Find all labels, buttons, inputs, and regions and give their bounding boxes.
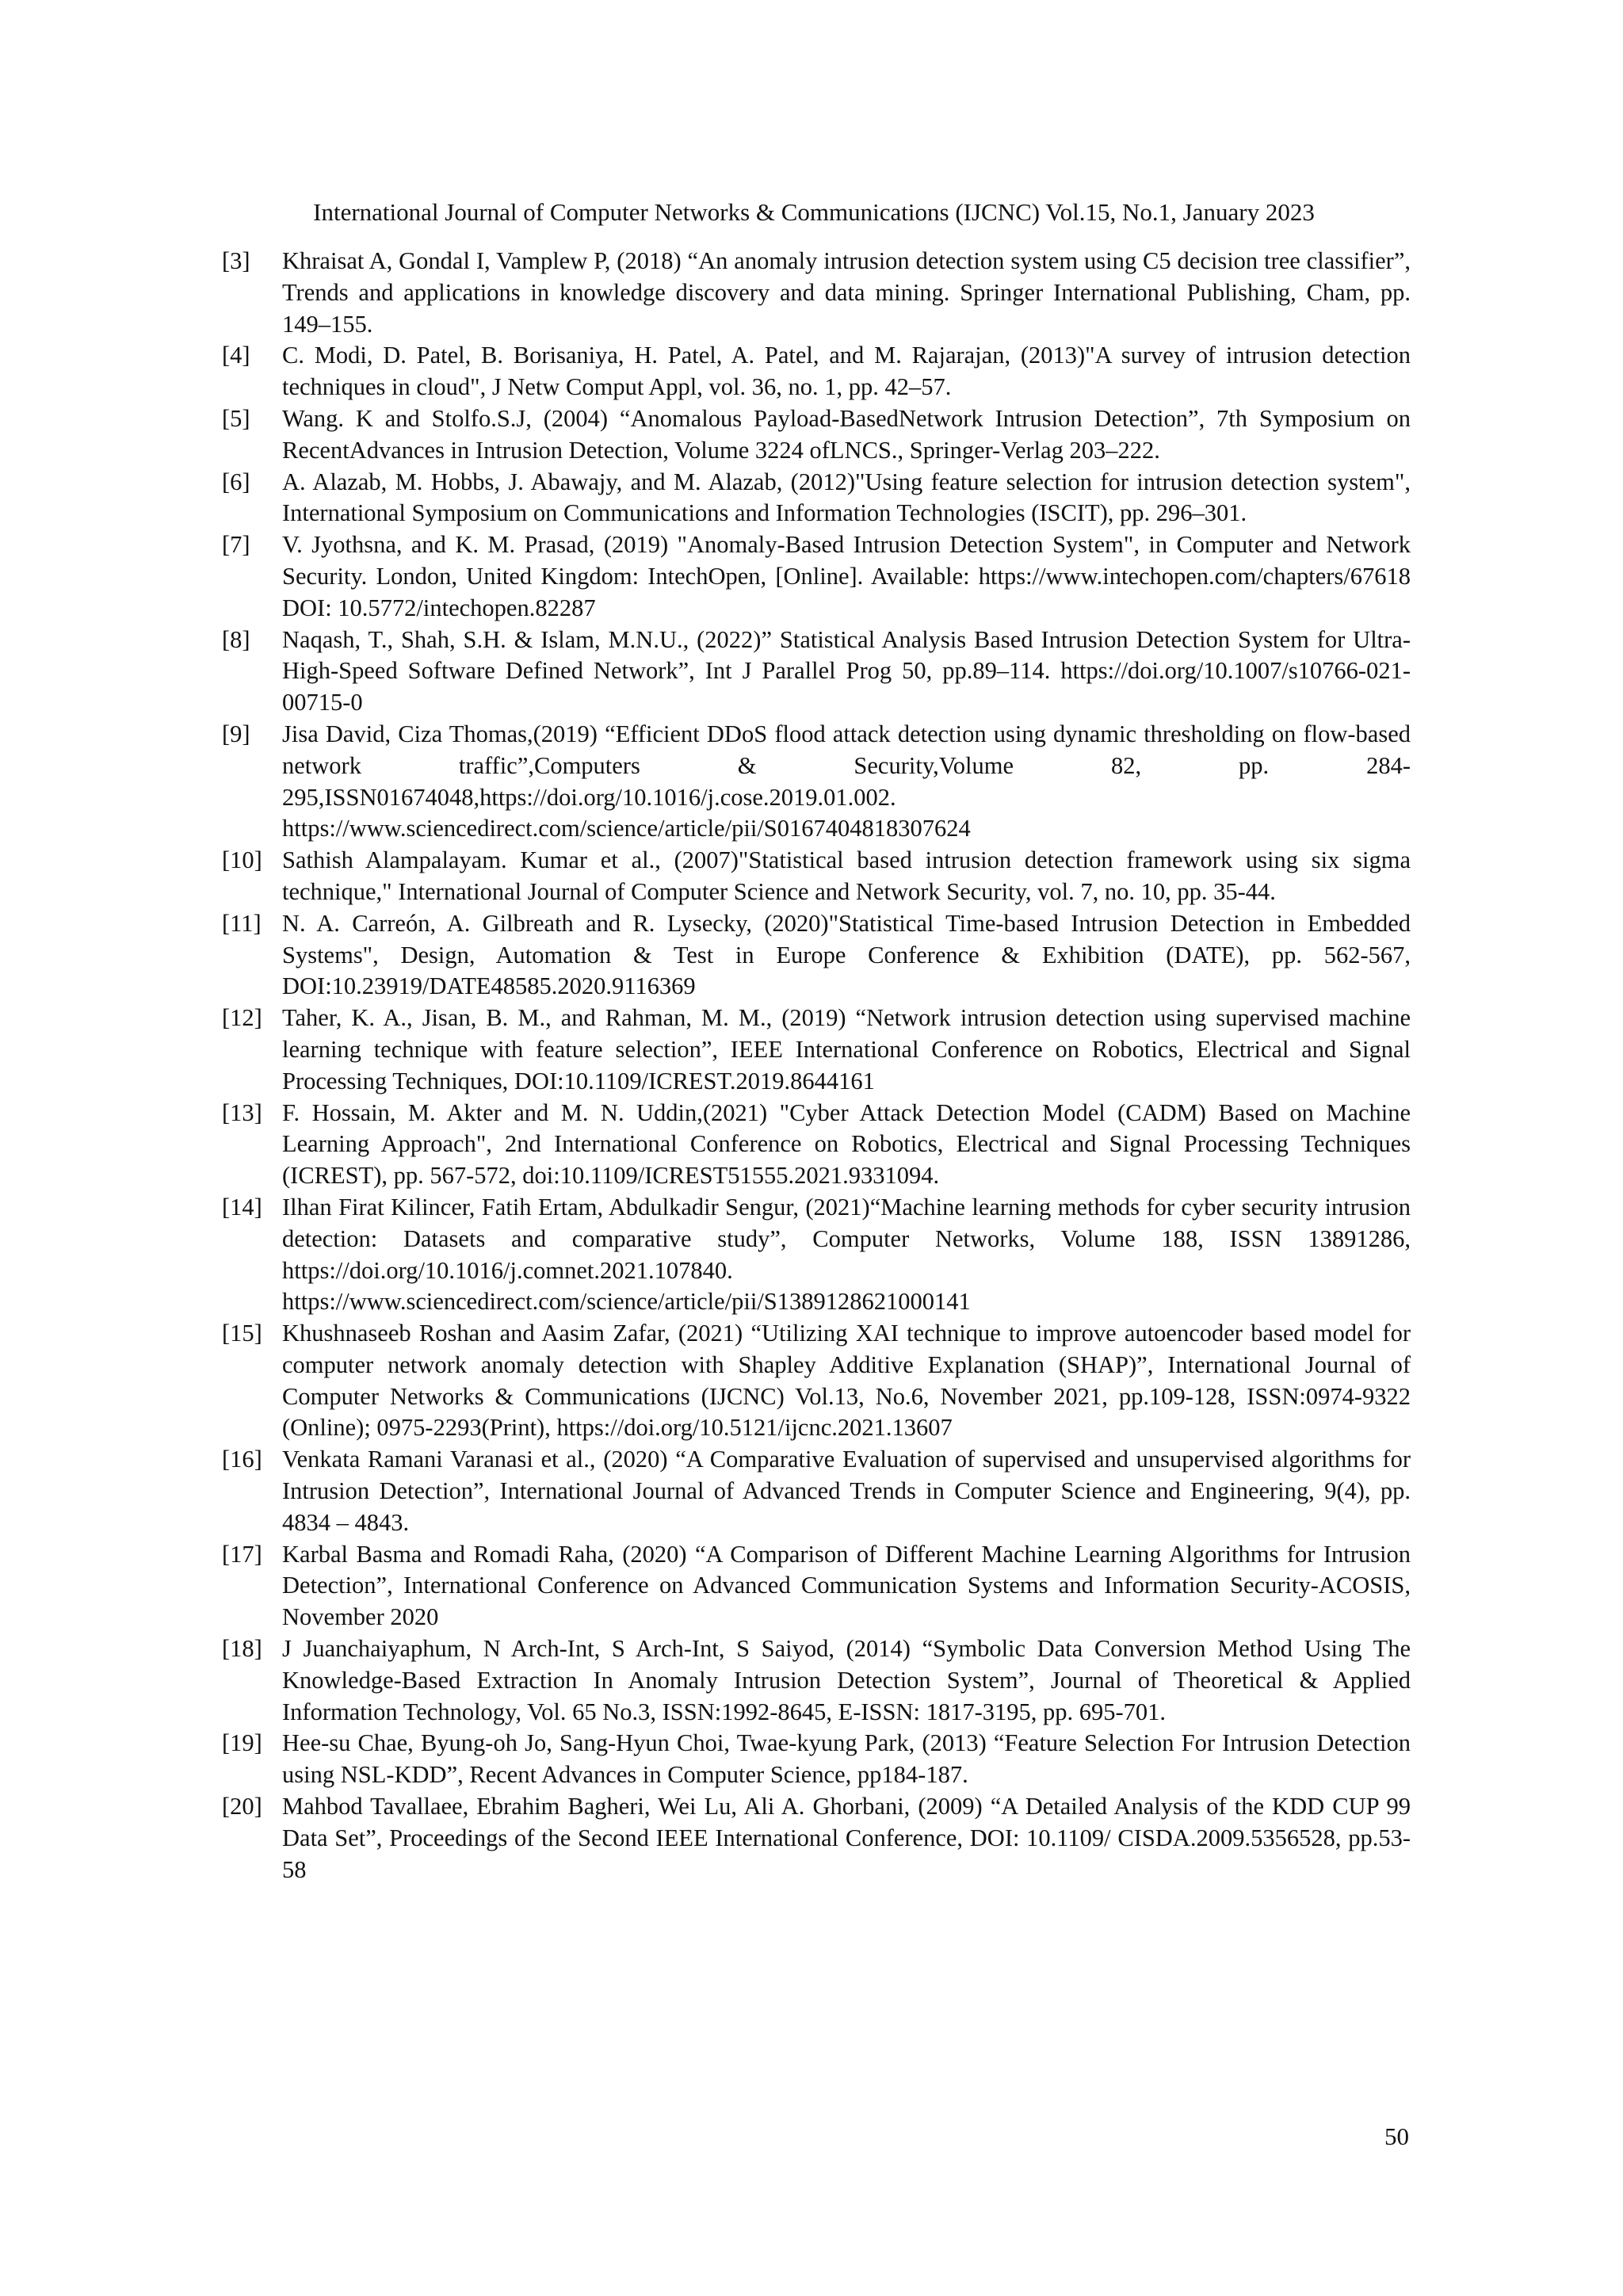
journal-header: International Journal of Computer Networks & Communications (IJCNC) Vol.15, No.1, January 2023	[313, 198, 1315, 226]
reference-item	[222, 340, 1411, 403]
reference-text: Ilhan Firat Kilincer, Fatih Ertam, Abdulkadir Sengur, (2021)“Machine learning methods for cyber security intrusion detection: Datasets and comparative study”, Computer Networks, Volume 188, ISSN 13891286, https://doi.org/10.1016/j.comnet.2021.107840. https://www.sciencedirect.com/science/article/pii/S1389128621000141	[282, 1193, 1411, 1316]
reference-item	[222, 1318, 1411, 1444]
reference-number: [6]	[222, 468, 250, 495]
reference-text: Mahbod Tavallaee, Ebrahim Bagheri, Wei Lu, Ali A. Ghorbani, (2009) “A Detailed Analysis of the KDD CUP 99 Data Set”, Proceedings of the Second IEEE International Conference, DOI: 10.1109/ CISDA.2009.5356528, pp.53-58	[282, 1793, 1411, 1883]
reference-item	[222, 246, 1411, 340]
reference-text: N. A. Carreón, A. Gilbreath and R. Lysecky, (2020)"Statistical Time-based Intrusion Detection in Embedded Systems", Design, Automation & Test in Europe Conference & Exhibition (DATE), pp. 562-567, DOI:10.23919/DATE48585.2020.9116369	[282, 909, 1411, 1000]
reference-text: Wang. K and Stolfo.S.J, (2004) “Anomalous Payload-BasedNetwork Intrusion Detection”, 7th Symposium on RecentAdvances in Intrusion Detection, Volume 3224 ofLNCS., Springer-Verlag 203–222.	[282, 404, 1411, 464]
reference-item	[222, 1003, 1411, 1097]
reference-text: V. Jyothsna, and K. M. Prasad, (2019) "Anomaly-Based Intrusion Detection System", in Computer and Network Security. London, United Kingdom: IntechOpen, [Online]. Available: https://www.intechopen.com/chapters/67618 DOI: 10.5772/intechopen.82287	[282, 531, 1411, 621]
reference-number: [10]	[222, 846, 262, 874]
reference-text: Khraisat A, Gondal I, Vamplew P, (2018) “An anomaly intrusion detection system using C5 decision tree classifier”, Trends and applications in knowledge discovery and data mining. Springer International Publishing, Cham, pp. 149–155.	[282, 247, 1411, 338]
reference-text: Khushnaseeb Roshan and Aasim Zafar, (2021) “Utilizing XAI technique to improve autoencoder based model for computer network anomaly detection with Shapley Additive Explanation (SHAP)”, International Journal of Computer Networks & Communications (IJCNC) Vol.13, No.6, November 2021, pp.109-128, ISSN:0974-9322 (Online); 0975-2293(Print), https://doi.org/10.5121/ijcnc.2021.13607	[282, 1320, 1411, 1442]
reference-text: Jisa David, Ciza Thomas,(2019) “Efficient DDoS flood attack detection using dynamic thresholding on flow-based network traffic”,Computers & Security,Volume 82, pp. 284-295,ISSN01674048,https://doi.org/10.1016/j.cose.2019.01.002. https://www.sciencedirect.com/science/article/pii/S0167404818307624	[282, 720, 1411, 842]
reference-item	[222, 1539, 1411, 1633]
reference-item	[222, 845, 1411, 908]
reference-list	[222, 246, 1411, 1885]
reference-item	[222, 625, 1411, 719]
reference-number: [9]	[222, 720, 250, 747]
reference-item	[222, 1444, 1411, 1538]
reference-text: F. Hossain, M. Akter and M. N. Uddin,(2021) "Cyber Attack Detection Model (CADM) Based on Machine Learning Approach", 2nd International Conference on Robotics, Electrical and Signal Processing Techniques (ICREST), pp. 567-572, doi:10.1109/ICREST51555.2021.9331094.	[282, 1098, 1411, 1190]
reference-number: [16]	[222, 1446, 262, 1473]
reference-number: [7]	[222, 531, 250, 559]
reference-item	[222, 719, 1411, 845]
reference-number: [8]	[222, 625, 250, 653]
reference-number: [14]	[222, 1193, 262, 1221]
reference-number: [15]	[222, 1320, 262, 1347]
reference-text: Sathish Alampalayam. Kumar et al., (2007)"Statistical based intrusion detection framework using six sigma technique," International Journal of Computer Science and Network Security, vol. 7, no. 10, pp. 35-44.	[282, 846, 1411, 905]
reference-number: [12]	[222, 1004, 262, 1032]
reference-number: [19]	[222, 1729, 262, 1757]
reference-number: [4]	[222, 342, 250, 369]
reference-item	[222, 467, 1411, 530]
reference-number: [17]	[222, 1540, 262, 1568]
reference-text: Taher, K. A., Jisan, B. M., and Rahman, M. M., (2019) “Network intrusion detection using supervised machine learning technique with feature selection”, IEEE International Conference on Robotics, Electrical and Signal Processing Techniques, DOI:10.1109/ICREST.2019.8644161	[282, 1004, 1411, 1095]
reference-item	[222, 1098, 1411, 1192]
reference-number: [18]	[222, 1635, 262, 1663]
reference-item	[222, 1791, 1411, 1885]
reference-text: Karbal Basma and Romadi Raha, (2020) “A Comparison of Different Machine Learning Algorithms for Intrusion Detection”, International Conference on Advanced Communication Systems and Information Security-ACOSIS, November 2020	[282, 1540, 1411, 1631]
reference-item	[222, 908, 1411, 1003]
reference-text: Venkata Ramani Varanasi et al., (2020) “A Comparative Evaluation of supervised and unsupervised algorithms for Intrusion Detection”, International Journal of Advanced Trends in Computer Science and Engineering, 9(4), pp. 4834 – 4843.	[282, 1446, 1411, 1536]
reference-item	[222, 1192, 1411, 1318]
reference-number: [13]	[222, 1098, 262, 1126]
reference-item	[222, 1633, 1411, 1728]
reference-number: [11]	[222, 909, 262, 937]
reference-text: J Juanchaiyaphum, N Arch-Int, S Arch-Int, S Saiyod, (2014) “Symbolic Data Conversion Method Using The Knowledge-Based Extraction In Anomaly Intrusion Detection System”, Journal of Theoretical & Applied Information Technology, Vol. 65 No.3, ISSN:1992-8645, E-ISSN: 1817-3195, pp. 695-701.	[282, 1635, 1411, 1725]
reference-text: Naqash, T., Shah, S.H. & Islam, M.N.U., (2022)” Statistical Analysis Based Intrusion Detection System for Ultra-High-Speed Software Defined Network”, Int J Parallel Prog 50, pp.89–114. https://doi.org/10.1007/s10766-021-00715-0	[282, 625, 1411, 716]
reference-text: Hee-su Chae, Byung-oh Jo, Sang-Hyun Choi, Twae-kyung Park, (2013) “Feature Selection For Intrusion Detection using NSL-KDD”, Recent Advances in Computer Science, pp184-187.	[282, 1729, 1411, 1789]
reference-number: [3]	[222, 247, 250, 274]
reference-number: [20]	[222, 1793, 262, 1820]
reference-text: A. Alazab, M. Hobbs, J. Abawajy, and M. Alazab, (2012)"Using feature selection for intrusion detection system", International Symposium on Communications and Information Technologies (ISCIT), pp. 296–301.	[282, 468, 1411, 527]
page-number: 50	[1384, 2122, 1409, 2150]
reference-item	[222, 403, 1411, 467]
reference-item	[222, 529, 1411, 624]
reference-item	[222, 1728, 1411, 1791]
reference-text: C. Modi, D. Patel, B. Borisaniya, H. Patel, A. Patel, and M. Rajarajan, (2013)"A survey of intrusion detection techniques in cloud", J Netw Comput Appl, vol. 36, no. 1, pp. 42–57.	[282, 342, 1411, 401]
reference-number: [5]	[222, 404, 250, 432]
